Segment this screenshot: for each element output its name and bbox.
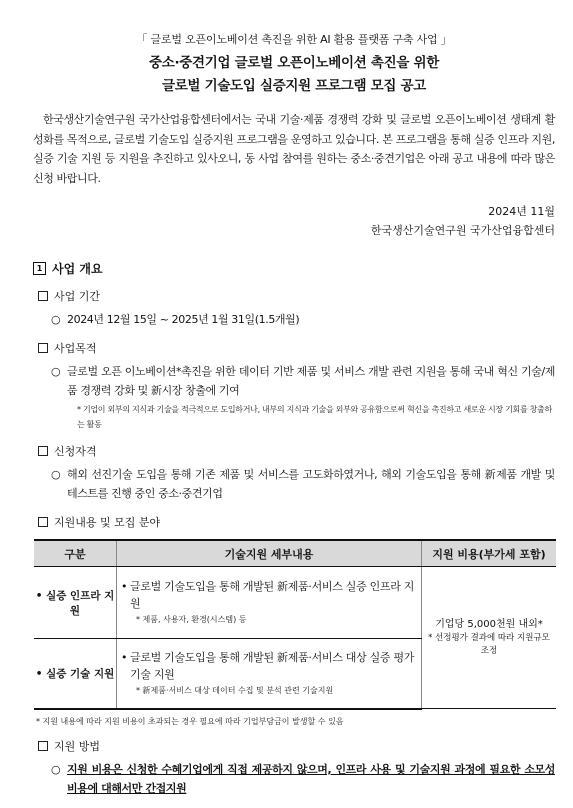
checkbox-icon: [38, 517, 48, 527]
eligibility-label: 신청자격: [54, 445, 97, 458]
purpose-note: * 기업이 외부의 지식과 기술을 적극적으로 도입하거나, 내부의 지식과 기술을 외부와 공유함으로써 혁신을 촉진하고 새로운 시장 기회를 창출하는 활동: [77, 405, 552, 429]
table-footnote: * 지원 내용에 따라 지원 비용이 초과되는 경우 필요에 따라 기업부담금이 발생할 수 있음: [36, 716, 344, 726]
eligibility-bullet: [33, 465, 555, 503]
subsection-period: [33, 288, 555, 304]
support-label: 지원내용 및 모집 분야: [54, 516, 161, 529]
checkbox-icon: [38, 343, 48, 353]
row-detail-text: 글로벌 기술도입을 통해 개발된 新제품·서비스 실증 인프라 지원: [130, 580, 415, 610]
method-text: 지원 비용은 신청한 수혜기업에게 직접 제공하지 않으며, 인프라 사용 및 기술지원 과정에 필요한 소모성 비용에 대해서만 간접지원: [67, 762, 555, 795]
period-label: 사업 기간: [54, 290, 101, 303]
header-cost: 지원 비용(부가세 포함): [422, 540, 557, 567]
cost-cell: [422, 567, 557, 709]
purpose-bullet: [33, 362, 555, 400]
table-row: [34, 567, 556, 639]
subsection-purpose: [33, 340, 555, 356]
organization-name: 한국생산기술연구원 국가산업융합센터: [370, 224, 555, 237]
section-number-box: 1: [33, 262, 46, 275]
table-header-row: [34, 540, 556, 567]
row-detail-note: * 제품, 사용자, 환경(시스템) 등: [136, 615, 247, 624]
header-category: 구분: [34, 540, 117, 567]
section-1-title-text: 사업 개요: [52, 262, 103, 276]
support-table: [34, 539, 556, 710]
period-bullet: [33, 310, 555, 329]
cost-main: 기업당 5,000천원 내외*: [435, 619, 543, 630]
row-detail-note: * 新제품·서비스 대상 데이터 수집 및 분석 관련 기술지원: [136, 685, 334, 695]
checkbox-icon: [38, 446, 48, 456]
method-bullet: [33, 760, 555, 798]
purpose-text: 글로벌 오픈 이노베이션*촉진을 위한 데이터 기반 제품 및 서비스 개발 관련 지원을 통해 국내 혁신 기술/제품 경쟁력 강화 및 新시장 창출에 기여: [67, 365, 555, 397]
intro-paragraph: 한국생산기술연구원 국가산업융합센터에서는 국내 기술·제품 경쟁력 강화 및 글로벌 오픈이노베이션 생태계 활성화를 목적으로, 글로벌 기술도입 실증지원 프로그램을 운영하고 있습니다. 본 프로그램을 통해 실증 인프라 지원, 실증 기술 지원 등 지원을 추진하고 있사오니, 동 사업 참여를 원하는 중소·중견기업은 아래 공고 내용에 따라 많은 신청 바랍니다.: [33, 113, 555, 185]
checkbox-icon: [38, 291, 48, 301]
project-tag: 「 글로벌 오픈이노베이션 촉진을 위한 AI 활용 플랫폼 구축 사업 」: [136, 33, 452, 46]
header-detail: 기술지원 세부내용: [117, 540, 422, 567]
eligibility-text: 해외 선진기술 도입을 통해 기존 제품 및 서비스를 고도화하였거나, 해외 기술도입을 통해 新제품 개발 및 테스트를 진행 중인 중소·중견기업: [67, 468, 555, 500]
row-detail: • 글로벌 기술도입을 통해 개발된 新제품·서비스 대상 실증 평가기술 지원 * 新제품·서비스 대상 데이터 수집 및 분석 관련 기술지원: [117, 639, 422, 709]
method-label: 지원 방법: [54, 739, 101, 753]
purpose-label: 사업목적: [54, 342, 97, 355]
row-detail-text: 글로벌 기술도입을 통해 개발된 新제품·서비스 대상 실증 평가기술 지원: [130, 650, 415, 681]
circle-bullet-icon: ○: [51, 365, 61, 378]
title-line-1: 중소·중견기업 글로벌 오픈이노베이션 촉진을 위한: [149, 55, 439, 71]
row-detail: • 글로벌 기술도입을 통해 개발된 新제품·서비스 실증 인프라 지원 * 제품, 사용자, 환경(시스템) 등: [117, 567, 422, 639]
title-line-2: 글로벌 기술도입 실증지원 프로그램 모집 공고: [161, 78, 427, 94]
announcement-page: [0, 31, 573, 808]
subsection-eligibility: [33, 443, 555, 459]
announcement-date: 2024년 11월: [488, 205, 555, 218]
section-1-title: [33, 260, 555, 277]
cost-note: * 선정평가 결과에 따라 지원규모 조정: [428, 633, 550, 656]
row-category: • 실증 인프라 지원: [34, 567, 117, 639]
period-text: 2024년 12월 15일 ~ 2025년 1월 31일(1.5개월): [67, 313, 300, 326]
circle-bullet-icon: ○: [51, 313, 61, 326]
circle-bullet-icon: ○: [51, 762, 61, 776]
subsection-support: [33, 514, 555, 530]
row-category: • 실증 기술 지원: [34, 639, 117, 709]
subsection-method: [33, 738, 555, 754]
circle-bullet-icon: ○: [51, 468, 61, 481]
checkbox-icon: [38, 741, 48, 751]
